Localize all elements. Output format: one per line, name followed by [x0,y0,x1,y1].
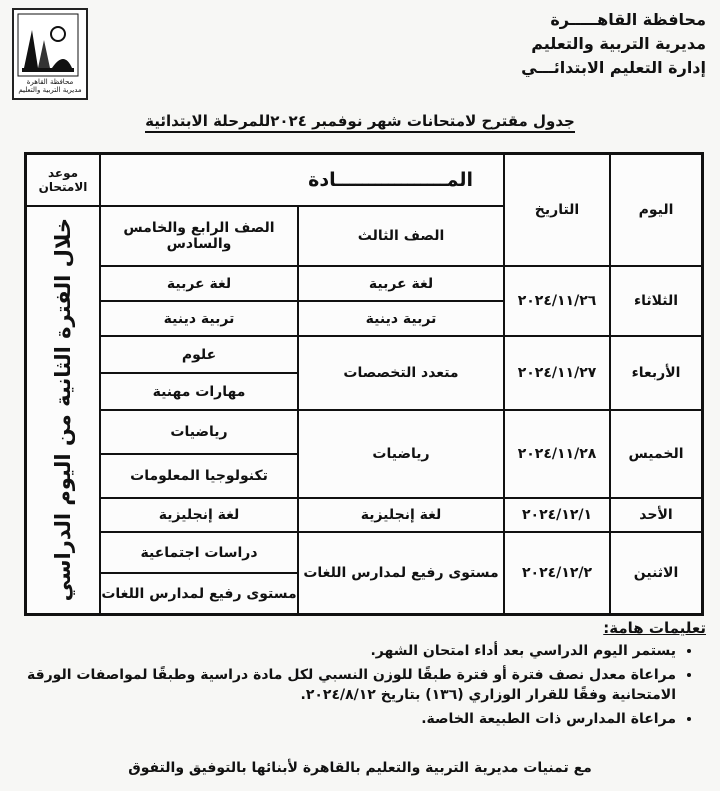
exam-period-text: خلال الفترة الثانية من اليوم الدراسي [51,218,75,602]
instruction-item: • يستمر اليوم الدراسي بعد أداء امتحان الشهر. [20,641,676,661]
header-block [521,8,706,80]
document-title: جدول مقترح لامتحانات شهر نوفمبر ٢٠٢٤للمرحلة الابتدائية [0,112,720,130]
closing-wishes: مع تمنيات مديرية التربية والتعليم بالقاهرة لأبنائها بالتوفيق والتفوق [128,760,592,776]
row-grade456-subject: تكنولوجيا المعلومات [100,454,298,498]
row-grade456-subject: تربية دينية [100,301,298,336]
row-grade3-subject: رياضيات [298,410,504,498]
row-day: الأربعاء [610,336,702,410]
header-governorate: محافظة القاهـــــرة [550,10,706,29]
logo-caption: محافظة القاهرة مديرية التربية والتعليم [18,78,82,94]
row-date: ٢٠٢٤/١١/٢٧ [504,336,610,410]
exam-period-cell [26,206,100,614]
row-grade456-subject: علوم [100,336,298,373]
row-day: الأحد [610,498,702,532]
row-grade456-subject: لغة عربية [100,266,298,301]
instructions-list [20,641,706,729]
instructions-title: تعليمات هامة: [603,619,706,637]
row-grade456-subject: مستوى رفيع لمدارس اللغات [100,573,298,614]
row-grade3-subject: تربية دينية [298,301,504,336]
header-day: اليوم [610,154,702,266]
row-day: الثلاثاء [610,266,702,336]
row-grade456-subject: لغة إنجليزية [100,498,298,532]
row-grade3-subject: متعدد التخصصات [298,336,504,410]
header-grade3: الصف الثالث [298,206,504,266]
directorate-logo [12,8,88,100]
header-administration: إدارة التعليم الابتدائـــي [521,58,706,77]
row-grade3-subject: لغة عربية [298,266,504,301]
header-grade456: الصف الرابع والخامس والسادس [100,206,298,266]
instruction-item: • مراعاة المدارس ذات الطبيعة الخاصة. [20,709,676,729]
row-grade456-subject: مهارات مهنية [100,373,298,410]
row-date: ٢٠٢٤/١٢/١ [504,498,610,532]
instructions-block [20,618,706,733]
header-date: التاريخ [504,154,610,266]
row-grade3-subject: لغة إنجليزية [298,498,504,532]
row-day: الخميس [610,410,702,498]
row-date: ٢٠٢٤/١١/٢٦ [504,266,610,336]
row-grade456-subject: رياضيات [100,410,298,454]
header-subject: المـــــــــــــــــادة [100,154,504,206]
row-grade3-subject: مستوى رفيع لمدارس اللغات [298,532,504,614]
row-grade456-subject: دراسات اجتماعية [100,532,298,573]
row-day: الاثنين [610,532,702,614]
emblem-icon [14,10,82,80]
row-date: ٢٠٢٤/١١/٢٨ [504,410,610,498]
row-date: ٢٠٢٤/١٢/٢ [504,532,610,614]
header-exam-time: موعد الامتحان [26,154,100,206]
instruction-item: • مراعاة معدل نصف فترة أو فترة طبقًا للوزن النسبي لكل مادة دراسية وطبقًا لمواصفات الورقة الامتحانية وفقًا للقرار الوزاري (١٣٦) بتاريخ ٢٠٢٤/٨/١٢. [20,665,676,705]
header-directorate: مديرية التربية والتعليم [531,34,706,53]
exam-schedule-table [24,152,704,616]
